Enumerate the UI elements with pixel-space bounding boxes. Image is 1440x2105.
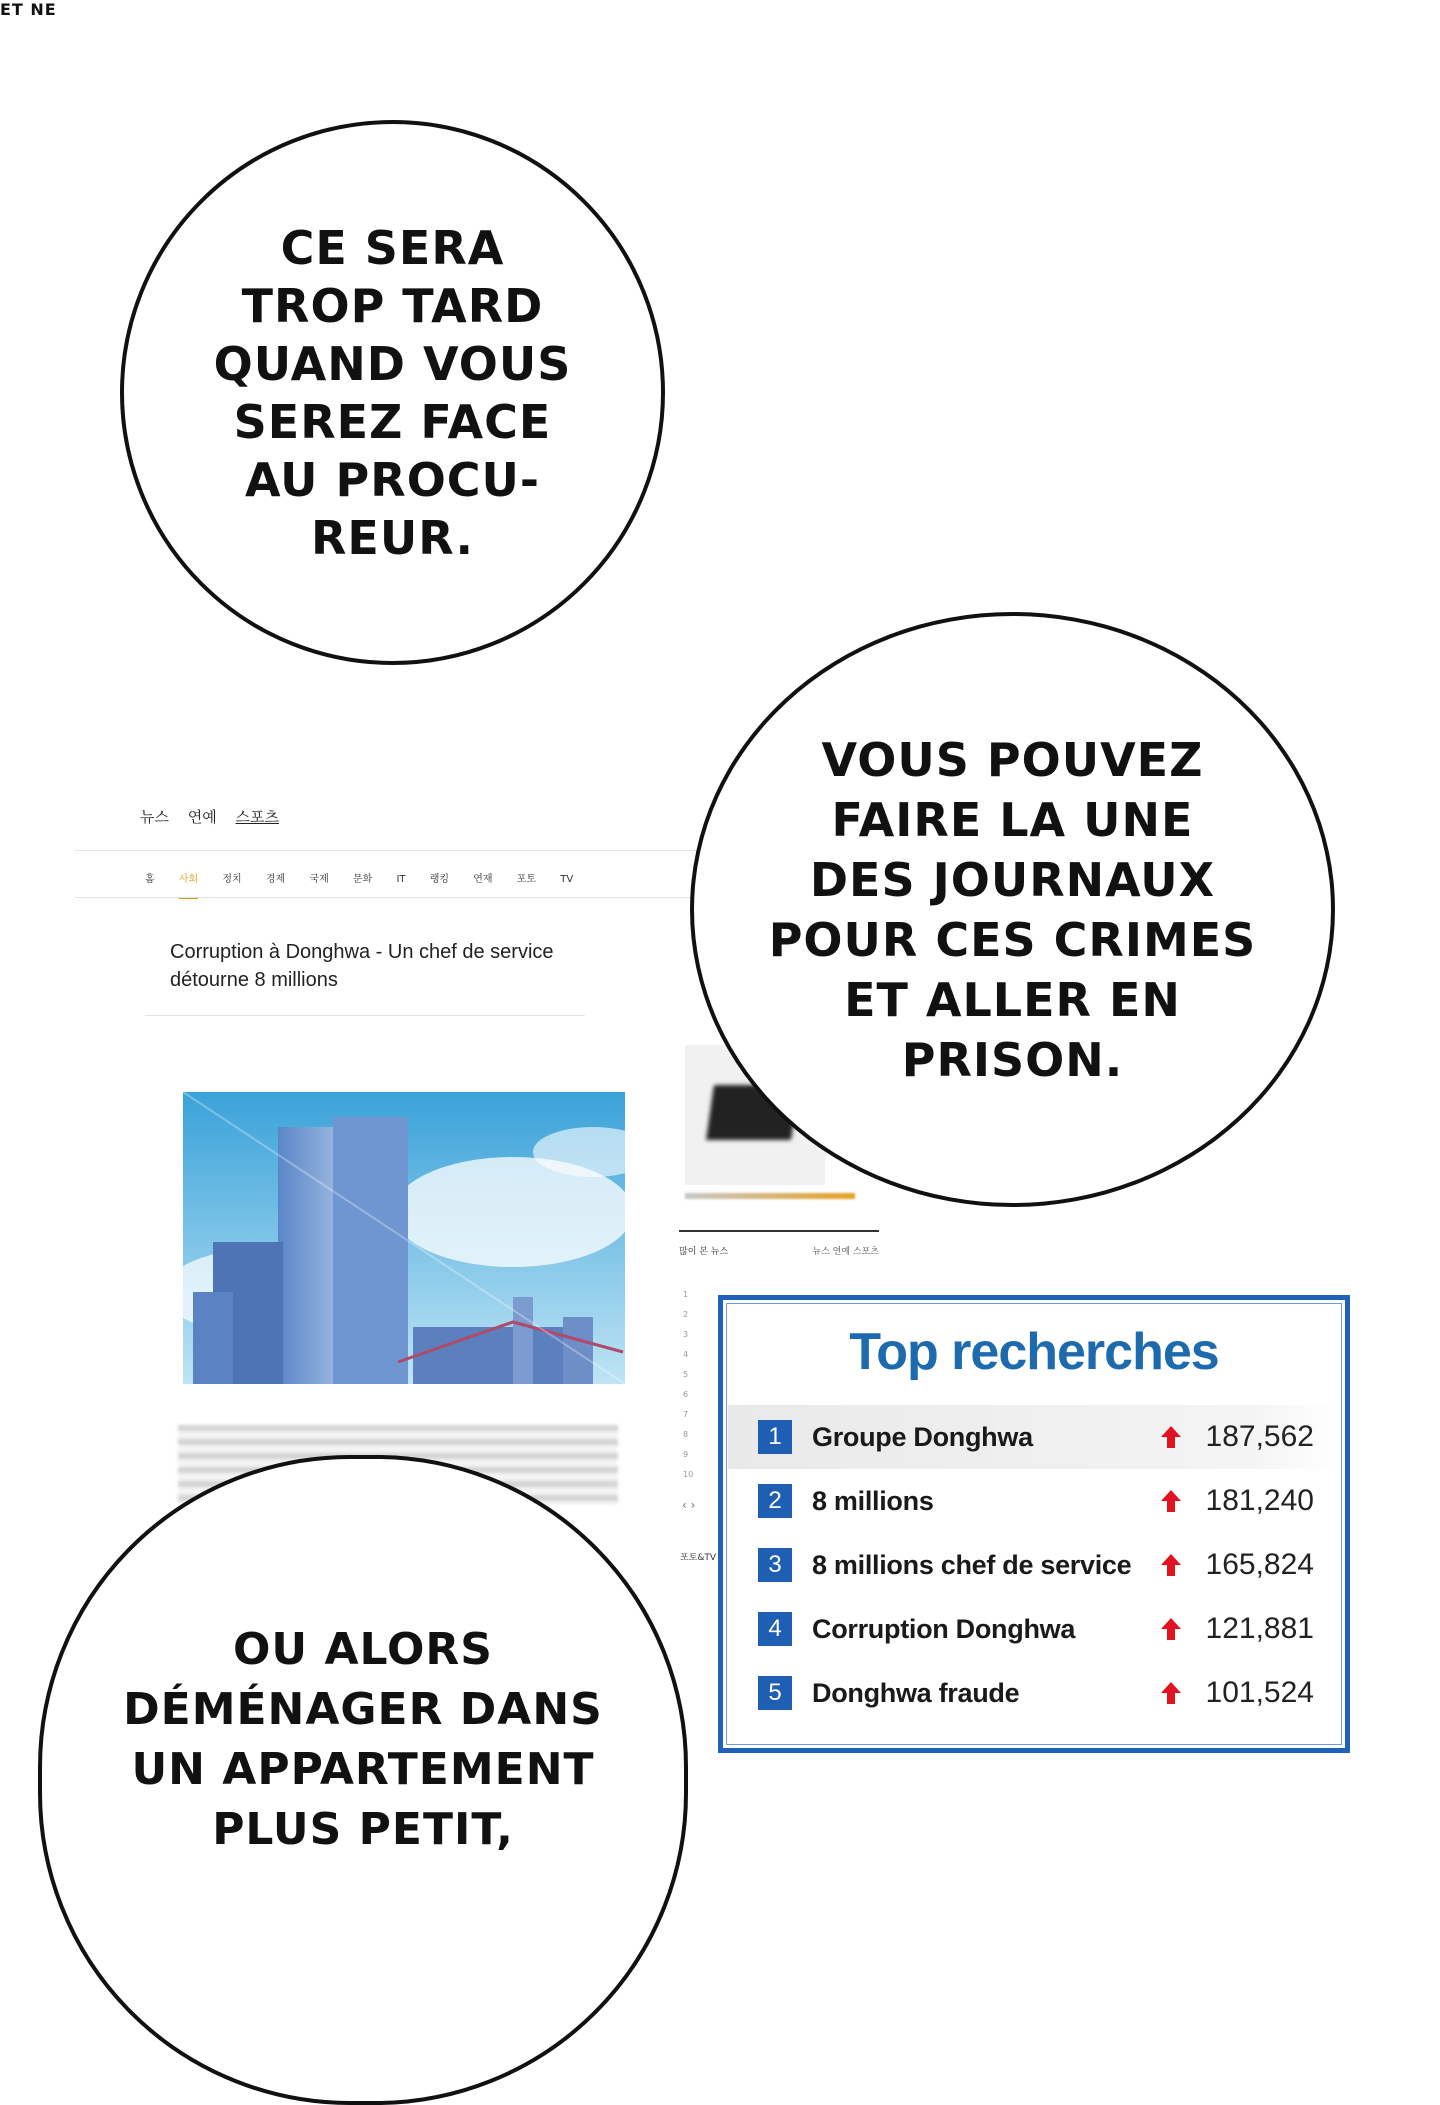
trend-up-icon: [1161, 1682, 1181, 1704]
tab-news[interactable]: 뉴스: [140, 808, 169, 826]
rank-badge: 4: [758, 1612, 792, 1646]
trend-up-icon: [1161, 1490, 1181, 1512]
headline-line: Corruption à Donghwa - Un chef de service: [170, 941, 554, 963]
search-term: Corruption Donghwa: [812, 1613, 1076, 1644]
bubble-1-line: AU PROCU-: [245, 452, 540, 507]
nav-item-tv[interactable]: TV: [560, 874, 574, 885]
photo-tv-label: 포토&TV: [680, 1553, 717, 1563]
bubble-2-line: PRISON.: [901, 1032, 1124, 1087]
search-row[interactable]: [728, 1405, 1340, 1469]
rank-badge: 5: [758, 1676, 792, 1710]
bubble-1-line: SEREZ FACE: [233, 394, 552, 449]
rank-number: 3: [683, 1330, 689, 1339]
bubble-1-line: REUR.: [311, 510, 474, 565]
top-searches-panel: [718, 1295, 1350, 1753]
speech-bubble-1: [120, 120, 665, 665]
nav-item-society[interactable]: 사회: [179, 874, 198, 899]
trend-up-icon: [1161, 1618, 1181, 1640]
search-count: 101,524: [1205, 1676, 1314, 1709]
top-searches-list: [728, 1405, 1340, 1725]
search-count: 181,240: [1205, 1484, 1314, 1517]
most-read-ranks: [683, 1285, 693, 1485]
rank-number: 1: [683, 1290, 689, 1299]
most-read-header: [679, 1230, 879, 1257]
top-searches-title: Top recherches: [849, 1323, 1219, 1381]
news-top-tabs: [140, 806, 293, 827]
nav-item-it[interactable]: IT: [396, 874, 406, 885]
bubble-3-line: UN APPARTEMENT: [131, 1744, 595, 1795]
rank-number: 2: [683, 1310, 689, 1319]
bubble-3-line: PLUS PETIT,: [212, 1804, 514, 1855]
tab-entertainment[interactable]: 연예: [187, 808, 217, 826]
bubble-1-line: QUAND VOUS: [213, 336, 572, 391]
search-row[interactable]: [728, 1533, 1340, 1597]
search-row[interactable]: [728, 1661, 1340, 1725]
speech-bubble-2: [690, 612, 1335, 1207]
bubble-1-line: TROP TARD: [241, 278, 544, 333]
speech-bubble-3: [38, 1455, 688, 2105]
rank-number: 5: [683, 1370, 689, 1379]
nav-item-ranking[interactable]: 랭킹: [429, 874, 450, 885]
rank-badge: 1: [758, 1420, 792, 1454]
search-count: 121,881: [1205, 1612, 1314, 1645]
trend-up-icon: [1161, 1426, 1181, 1448]
search-term: 8 millions chef de service: [812, 1549, 1132, 1580]
bubble-3-continuation: ET NE: [0, 0, 57, 19]
pager-arrows[interactable]: ‹ ›: [682, 1498, 696, 1512]
bubble-2-line: FAIRE LA UNE: [831, 792, 1194, 847]
bubble-2-line: DES JOURNAUX: [809, 852, 1216, 907]
rank-badge: 2: [758, 1484, 792, 1518]
nav-item-series[interactable]: 연재: [473, 874, 493, 885]
search-count: 165,824: [1205, 1548, 1314, 1581]
headline-line: détourne 8 millions: [170, 969, 338, 991]
bubble-3-text: [123, 1620, 603, 1860]
rank-number: 9: [683, 1450, 689, 1459]
trend-up-icon: [1161, 1554, 1181, 1576]
article-photo[interactable]: [183, 1092, 625, 1384]
nav-item-international[interactable]: 국제: [309, 874, 329, 885]
search-row[interactable]: [728, 1597, 1340, 1661]
most-read-tabs[interactable]: 뉴스 연예 스포츠: [812, 1247, 879, 1257]
nav-item-economy[interactable]: 경제: [265, 874, 286, 885]
rank-badge: 3: [758, 1548, 792, 1582]
search-term: Donghwa fraude: [812, 1677, 1020, 1708]
nav-item-home[interactable]: 홈: [145, 874, 155, 885]
nav-item-culture[interactable]: 문화: [352, 874, 373, 885]
article-headline[interactable]: [170, 938, 554, 994]
blurred-caption: [685, 1193, 855, 1199]
divider: [145, 1015, 585, 1016]
search-count: 187,562: [1205, 1420, 1314, 1453]
city-skyline-image: [183, 1092, 625, 1384]
search-term: 8 millions: [812, 1485, 934, 1516]
tab-sports[interactable]: 스포츠: [235, 808, 280, 826]
rank-number: 10: [683, 1470, 694, 1479]
bubble-2-line: POUR CES CRIMES: [768, 912, 1257, 967]
nav-item-photo[interactable]: 포토: [516, 874, 537, 885]
bubble-3-line: OU ALORS: [233, 1624, 493, 1675]
bubble-3-line: DÉMÉNAGER DANS: [123, 1684, 603, 1735]
rank-number: 4: [683, 1350, 689, 1359]
bubble-1-line: CE SERA: [280, 220, 505, 275]
bubble-2-line: VOUS POUVEZ: [821, 732, 1204, 787]
search-term: Groupe Donghwa: [812, 1421, 1033, 1452]
search-row[interactable]: [728, 1469, 1340, 1533]
nav-item-politics[interactable]: 정치: [222, 874, 242, 885]
rank-number: 7: [683, 1410, 689, 1419]
rank-number: 6: [683, 1390, 689, 1399]
rank-number: 8: [683, 1430, 689, 1439]
news-category-nav: [145, 870, 594, 885]
most-read-title: 많이 본 뉴스: [679, 1247, 729, 1257]
bubble-2-line: ET ALLER EN: [844, 972, 1181, 1027]
